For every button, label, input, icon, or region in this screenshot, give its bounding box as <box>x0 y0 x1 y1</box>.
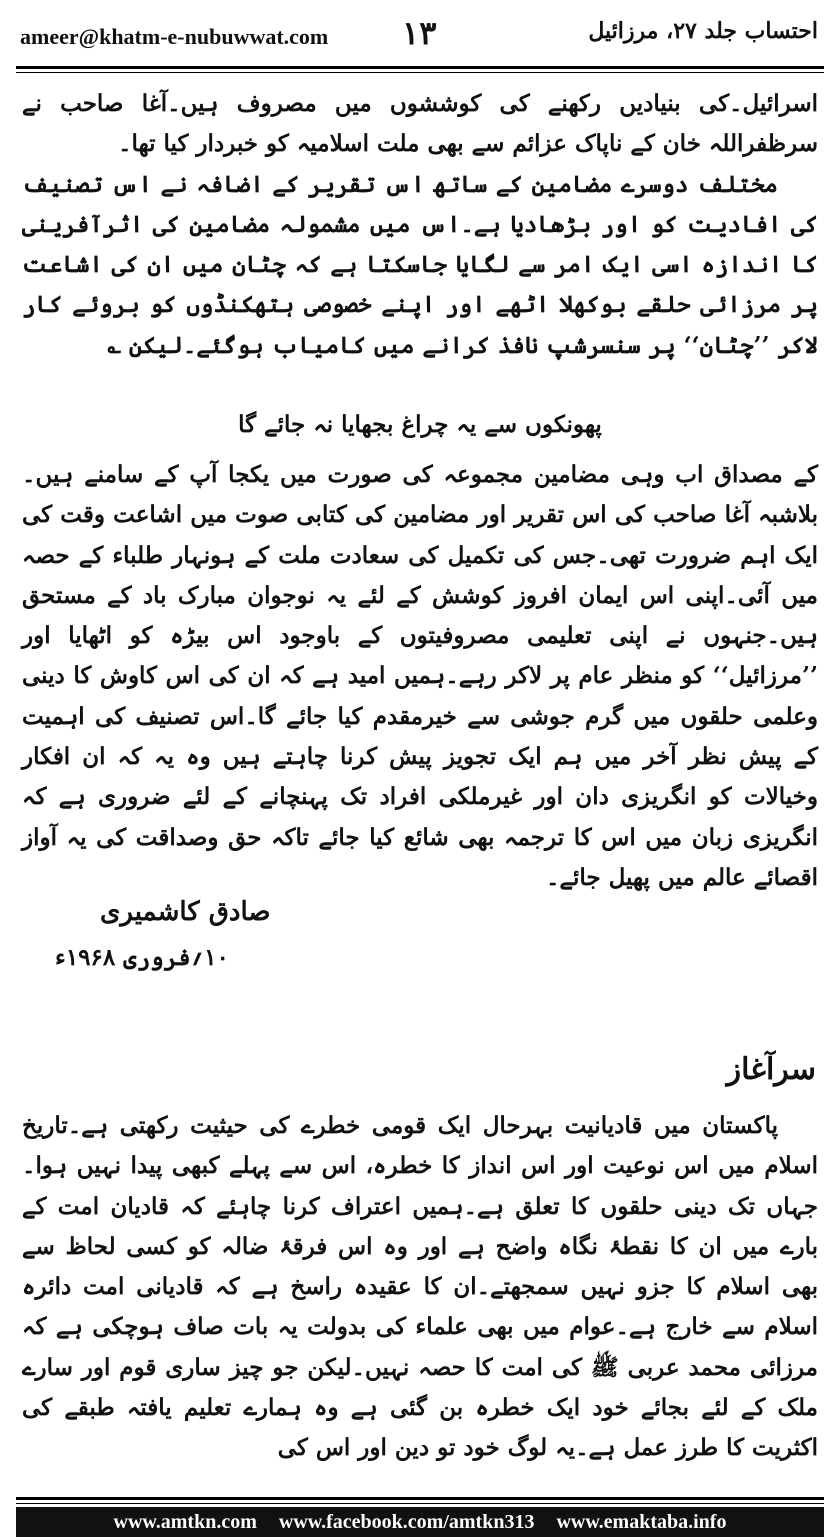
footer-link-emaktaba[interactable]: www.emaktaba.info <box>556 1510 727 1533</box>
header-email: ameer@khatm-e-nubuwwat.com <box>20 24 329 49</box>
header-rule-thick <box>16 66 824 69</box>
preface-paragraph-1: اسرائیل۔کی بنیادیں رکھنے کی کوششوں میں مصروف ہیں۔آغا صاحب نے سرظفراللہ خان کے ناپاک عزائم سے بھی ملت اسلامیہ کو خبردار کیا تھا۔ <box>22 90 818 158</box>
preface-paragraph-3: کے مصداق اب وہی مضامین مجموعہ کی صورت میں یکجا آپ کے سامنے ہیں۔بلاشبہ آغا صاحب کی اس تقریر اور مضامین کی کتابی صوت میں اشاعت وقت کی ایک اہم ضرورت تھی۔جس کی تکمیل کی سعادت ملت کے ہونہار طلباء کے حصہ میں آئی۔اپنی اس ایمان افروز کوشش کے لئے یہ نوجوان مبارک باد کے مستحق ہیں۔جنہوں نے اپنی تعلیمی مصروفیتوں کے باوجود اس بیڑہ کو اٹھایا اور ’’مرزائیل‘‘ کو منظر عام پر لاکر رہے۔ہمیں امید ہے کہ ان کی اس کاوش کا دینی وعلمی حلقوں میں گرم جوشی سے خیرمقدم کیا جائے گا۔اس تصنیف کی اہمیت کے پیش نظر آخر میں ہم ایک تجویز پیش کرنا چاہتے ہیں وہ یہ کہ ان افکار وخیالات کو انگریزی دان اور غیرملکی افراد تک پہنچانے کے لئے ضروری ہے کہ انگریزی زبان میں اس کا ترجمہ بھی شائع کیا جائے تاکہ حق وصداقت کی یہ آواز اقصائے عالم میں پھیل جائے۔ <box>22 461 818 891</box>
footer-rule-thick <box>16 1497 824 1500</box>
introduction-block <box>22 1106 818 1469</box>
header-rule-thin <box>16 72 824 73</box>
signature-name: صادق کاشمیری <box>100 897 271 927</box>
section-heading: سرآغاز <box>726 1052 816 1087</box>
footer-rule-thin <box>16 1503 824 1504</box>
footer-link-website[interactable]: www.amtkn.com <box>113 1510 257 1533</box>
preface-block-1 <box>22 84 818 366</box>
preface-paragraph-2: مختلف دوسرے مضامین کے ساتھ اس تقریر کے اضافہ نے اس تصنیف کی افادیت کو اور بڑھادیا ہے۔اس میں مشمولہ مضامین کی اثرآفرینی کا اندازہ اسی ایک امر سے لگایا جاسکتا ہے کہ چٹان میں ان کی اشاعت پر مرزائی حلقے بوکھلا اٹھے اور اپنے خصوصی ہتھکنڈوں کو بروئے کار لاکر ’’چٹان‘‘ پر سنسرشپ نافذ کرانے میں کامیاب ہوگئے۔لیکن ؎ <box>22 170 818 359</box>
preface-block-2 <box>22 455 818 898</box>
introduction-paragraph: پاکستان میں قادیانیت بہرحال ایک قومی خطرے کی حیثیت رکھتی ہے۔تاریخ اسلام میں اس نوعیت اور اس انداز کا خطرہ، اس سے پہلے کبھی پیدا نہیں ہوا۔جہاں تک دینی حلقوں کا تعلق ہے۔ہمیں اعتراف کرنا چاہئے کہ قادیان امت کے بارے میں ان کا نقطۂ نگاہ واضح ہے اور وہ اس فرقۂ ضالہ کو کسی لحاظ سے بھی اسلام کا جزو نہیں سمجھتے۔ان کا عقیدہ راسخ ہے کہ قادیانی امت دائرہ اسلام سے خارج ہے۔عوام میں بھی علماء کی بدولت یہ بات صاف ہوچکی ہے کہ مرزائی محمد عربی ﷺ کی امت کا حصہ نہیں۔لیکن جو چیز ساری قوم اور سارے ملک کے لئے بجائے خود ایک خطرہ بن گئی ہے وہ ہمارے تعلیم یافتہ طبقے کی اکثریت کا طرز عمل ہے۔یہ لوگ خود تو دین اور اس کی <box>22 1112 818 1462</box>
verse-line: پھونکوں سے یہ چراغ بجھایا نہ جائے گا <box>238 411 602 438</box>
page-number: ۱۳ <box>402 14 437 52</box>
signature-date: ۱۰؍فروری ۱۹۶۸ء <box>55 944 229 971</box>
page-footer <box>16 1507 824 1537</box>
book-title: احتساب جلد ۲۷، مرزائیل <box>588 18 818 44</box>
footer-link-facebook[interactable]: www.facebook.com/amtkn313 <box>278 1510 535 1533</box>
